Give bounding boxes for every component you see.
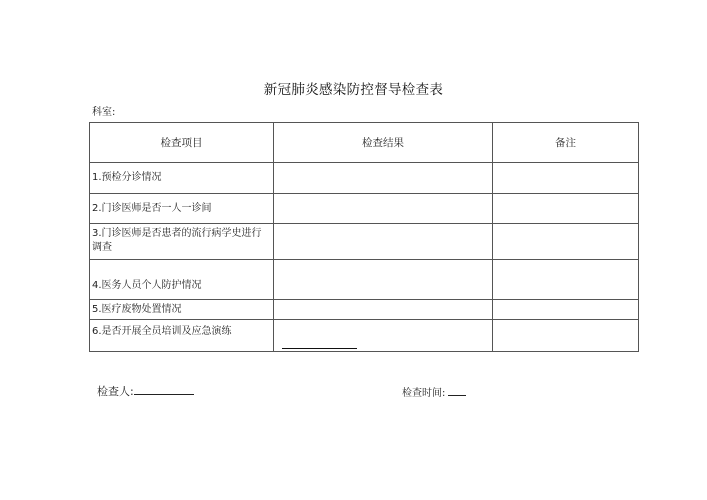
form-title: 新冠肺炎感染防控督导检查表 <box>263 82 444 98</box>
row-result-cell[interactable] <box>274 163 493 194</box>
row-item: 5.医疗废物处置情况 <box>90 300 274 320</box>
row-note-cell[interactable] <box>493 224 639 260</box>
row-result-cell[interactable] <box>274 260 493 300</box>
row-result-cell[interactable] <box>274 224 493 260</box>
table-row <box>90 194 639 224</box>
table-header-row <box>90 123 639 163</box>
table-row <box>90 300 639 320</box>
inspection-table <box>89 122 639 352</box>
row-note-cell[interactable] <box>493 320 639 352</box>
table-row <box>90 320 639 352</box>
inspection-time-field[interactable] <box>402 384 466 399</box>
inspection-time-blank[interactable] <box>448 385 466 396</box>
inspector-field[interactable] <box>97 383 194 399</box>
row-note-cell[interactable] <box>493 163 639 194</box>
row-item: 3.门诊医师是否患者的流行病学史进行调查 <box>90 224 274 260</box>
table-row <box>90 260 639 300</box>
row-note-cell[interactable] <box>493 194 639 224</box>
header-result: 检查结果 <box>274 123 493 163</box>
row-result-cell[interactable] <box>274 194 493 224</box>
row-item: 2.门诊医师是否一人一诊间 <box>90 194 274 224</box>
row-note-cell[interactable] <box>493 300 639 320</box>
inspector-label: 检查人: <box>97 385 134 398</box>
header-note: 备注 <box>493 123 639 163</box>
inspection-time-label: 检查时间: <box>402 388 446 399</box>
table-row <box>90 163 639 194</box>
row-item: 4.医务人员个人防护情况 <box>90 260 274 300</box>
decorative-underline <box>282 348 357 349</box>
row-item: 6.是否开展全员培训及应急演练 <box>90 320 274 352</box>
department-label: 科室: <box>92 107 116 118</box>
inspector-blank[interactable] <box>134 384 194 395</box>
header-item: 检查项目 <box>90 123 274 163</box>
row-note-cell[interactable] <box>493 260 639 300</box>
row-item: 1.预检分诊情况 <box>90 163 274 194</box>
row-result-cell[interactable] <box>274 300 493 320</box>
table-row <box>90 224 639 260</box>
row-result-cell[interactable] <box>274 320 493 352</box>
